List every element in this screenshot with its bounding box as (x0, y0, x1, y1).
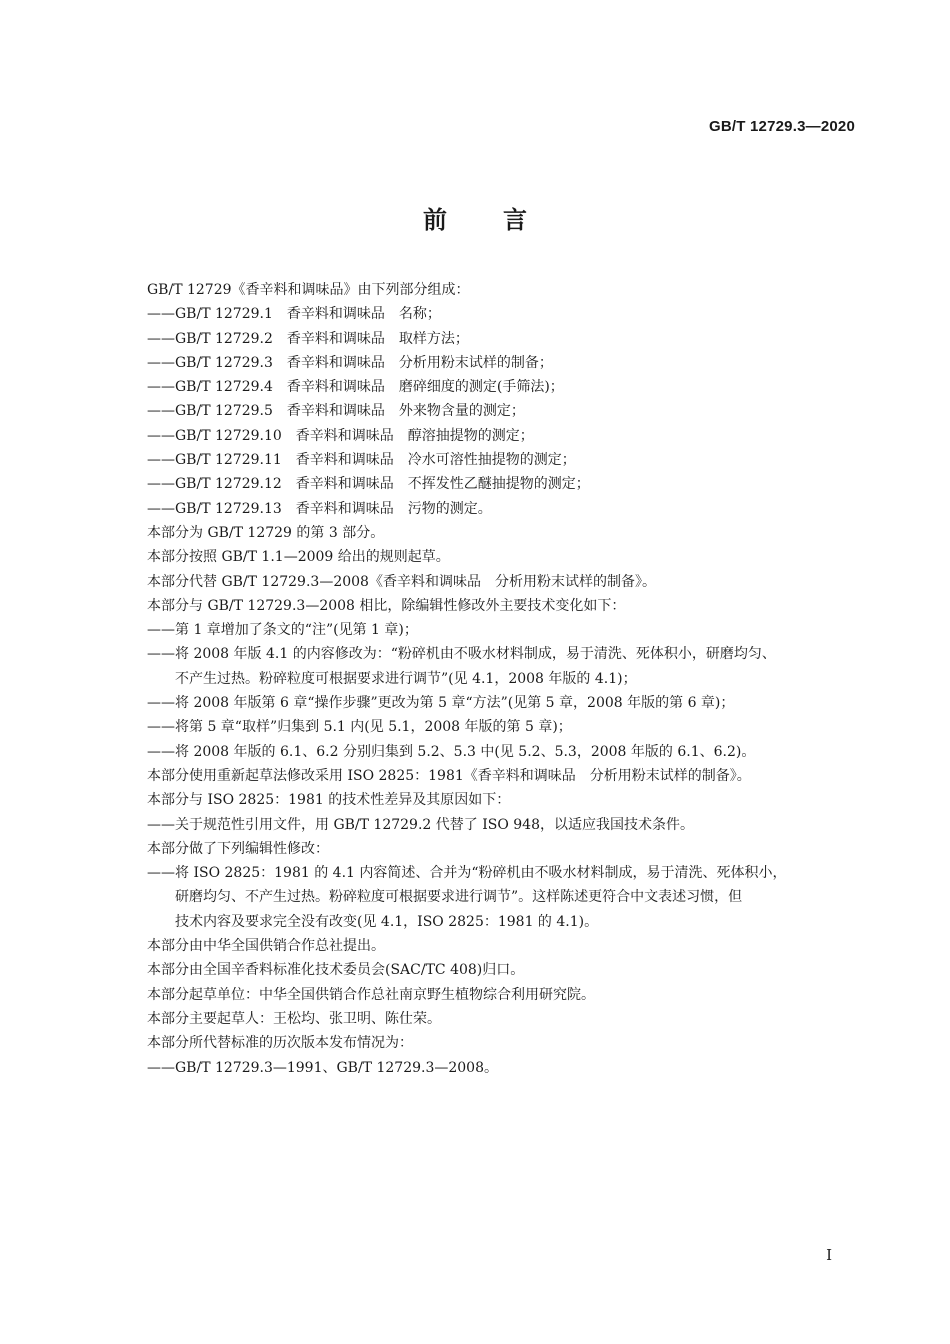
paragraph-line: 本部分为 GB/T 12729 的第 3 部分。 (147, 524, 385, 541)
paragraph-line: GB/T 12729《香辛料和调味品》由下列部分组成： (147, 282, 470, 298)
paragraph-line: ——GB/T 12729.10 香辛料和调味品 醇溶抽提物的测定； (147, 427, 534, 444)
paragraph-line: ——将 2008 年版的 6.1、6.2 分别归集到 5.2、5.3 中(见 5.2、5.3，2008 年版的 6.1、6.2)。 (147, 743, 756, 760)
page-title: 前言 (423, 206, 583, 234)
paragraph-line: 本部分做了下列编辑性修改： (147, 840, 329, 857)
paragraph-line: ——将 2008 年版第 6 章“操作步骤”更改为第 5 章“方法”(见第 5 章，2008 年版的第 6 章)； (147, 695, 735, 712)
paragraph-line: ——第 1 章增加了条文的“注”(见第 1 章)； (147, 622, 418, 639)
paragraph-line: 本部分按照 GB/T 1.1—2009 给出的规则起草。 (147, 549, 450, 566)
paragraph-line: ——GB/T 12729.4 香辛料和调味品 磨碎细度的测定(手筛法)； (147, 379, 564, 396)
paragraph-line: 本部分由全国辛香料标准化技术委员会(SAC/TC 408)归口。 (147, 962, 525, 979)
paragraph-line: ——关于规范性引用文件，用 GB/T 12729.2 代替了 ISO 948，以适应我国技术条件。 (147, 816, 694, 833)
paragraph-line: 本部分代替 GB/T 12729.3—2008《香辛料和调味品 分析用粉末试样的制备》。 (147, 573, 656, 590)
paragraph-continuation-line: 技术内容及要求完全没有改变(见 4.1，ISO 2825：1981 的 4.1)。 (175, 913, 599, 930)
paragraph-line: ——GB/T 12729.2 香辛料和调味品 取样方法； (147, 330, 469, 347)
page-number: I (826, 1246, 832, 1264)
paragraph-continuation-line: 不产生过热。粉碎粒度可根据要求进行调节”(见 4.1，2008 年版的 4.1)； (175, 670, 637, 687)
paragraph-continuation-line: 研磨均匀、不产生过热。粉碎粒度可根据要求进行调节”。这样陈述更符合中文表述习惯，但 (175, 889, 743, 906)
paragraph-line: 本部分由中华全国供销合作总社提出。 (147, 938, 385, 955)
paragraph-line: 本部分与 ISO 2825：1981 的技术性差异及其原因如下： (147, 792, 511, 809)
paragraph-line: ——GB/T 12729.12 香辛料和调味品 不挥发性乙醚抽提物的测定； (147, 476, 590, 493)
paragraph-line: ——GB/T 12729.5 香辛料和调味品 外来物含量的测定； (147, 403, 525, 420)
paragraph-line: 本部分主要起草人：王松均、张卫明、陈仕荣。 (147, 1010, 441, 1027)
paragraph-line: ——将第 5 章“取样”归集到 5.1 内(见 5.1，2008 年版的第 5 章)； (147, 719, 572, 736)
paragraph-line: ——GB/T 12729.3 香辛料和调味品 分析用粉末试样的制备； (147, 354, 553, 371)
paragraph-line: 本部分所代替标准的历次版本发布情况为： (147, 1035, 413, 1052)
paragraph-line: ——GB/T 12729.3—1991、GB/T 12729.3—2008。 (147, 1059, 498, 1076)
paragraph-line: ——GB/T 12729.13 香辛料和调味品 污物的测定。 (147, 500, 492, 517)
foreword-body (147, 278, 867, 1080)
paragraph-line: ——将 2008 年版 4.1 的内容修改为：“粉碎机由不吸水材料制成，易于清洗、死体积小，研磨均匀、 (147, 646, 776, 663)
paragraph-line: ——将 ISO 2825：1981 的 4.1 内容简述、合并为“粉碎机由不吸水材料制成，易于清洗、死体积小， (147, 865, 787, 882)
standard-number: GB/T 12729.3—2020 (709, 118, 855, 135)
paragraph-line: 本部分使用重新起草法修改采用 ISO 2825：1981《香辛料和调味品 分析用粉末试样的制备》。 (147, 767, 751, 784)
paragraph-line: 本部分起草单位：中华全国供销合作总社南京野生植物综合利用研究院。 (147, 986, 595, 1003)
paragraph-line: 本部分与 GB/T 12729.3—2008 相比，除编辑性修改外主要技术变化如下： (147, 597, 626, 614)
paragraph-line: ——GB/T 12729.1 香辛料和调味品 名称； (147, 306, 441, 323)
paragraph-line: ——GB/T 12729.11 香辛料和调味品 冷水可溶性抽提物的测定； (147, 452, 576, 469)
